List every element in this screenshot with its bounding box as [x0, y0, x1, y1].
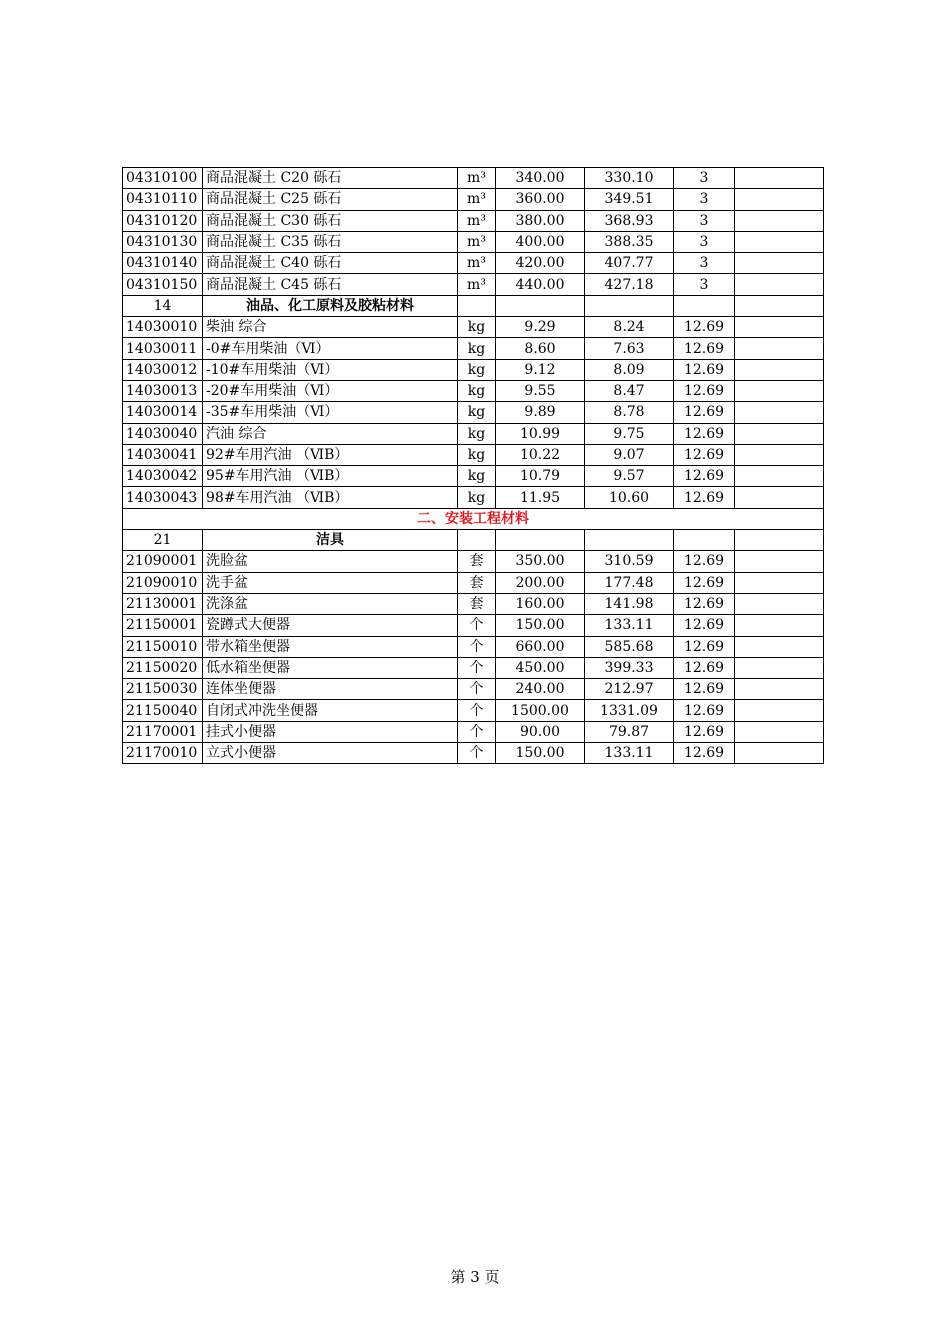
table-row [123, 444, 824, 465]
item-note [735, 743, 824, 764]
item-note [735, 700, 824, 721]
item-price-incl-tax: 360.00 [496, 189, 585, 210]
empty-cell [735, 295, 824, 316]
item-price-excl-tax: 368.93 [585, 210, 674, 231]
item-tax-rate: 12.69 [674, 444, 735, 465]
empty-cell [674, 295, 735, 316]
item-code: 14030042 [123, 466, 203, 487]
table-row [123, 466, 824, 487]
item-price-excl-tax: 1331.09 [585, 700, 674, 721]
item-code: 14030040 [123, 423, 203, 444]
item-note [735, 615, 824, 636]
item-unit: kg [458, 359, 496, 380]
item-code: 14030043 [123, 487, 203, 508]
item-tax-rate: 3 [674, 253, 735, 274]
item-name: 商品混凝土 C35 砾石 [203, 231, 458, 252]
item-price-excl-tax: 8.47 [585, 380, 674, 401]
item-unit: kg [458, 466, 496, 487]
item-code: 14030011 [123, 338, 203, 359]
empty-cell [585, 530, 674, 551]
table-row [123, 572, 824, 593]
item-unit: m³ [458, 253, 496, 274]
item-price-incl-tax: 9.55 [496, 380, 585, 401]
item-price-incl-tax: 380.00 [496, 210, 585, 231]
item-price-incl-tax: 200.00 [496, 572, 585, 593]
item-price-excl-tax: 8.09 [585, 359, 674, 380]
item-tax-rate: 3 [674, 210, 735, 231]
item-code: 21150020 [123, 657, 203, 678]
table-row [123, 189, 824, 210]
item-name: 98#车用汽油 （ⅥB） [203, 487, 458, 508]
item-code: 21090010 [123, 572, 203, 593]
item-note [735, 572, 824, 593]
item-name: 带水箱坐便器 [203, 636, 458, 657]
item-note [735, 274, 824, 295]
item-price-excl-tax: 427.18 [585, 274, 674, 295]
item-tax-rate: 12.69 [674, 423, 735, 444]
item-code: 21150030 [123, 679, 203, 700]
item-tax-rate: 3 [674, 189, 735, 210]
item-price-excl-tax: 399.33 [585, 657, 674, 678]
item-price-excl-tax: 133.11 [585, 615, 674, 636]
item-name: 洗涤盆 [203, 593, 458, 614]
item-price-excl-tax: 9.75 [585, 423, 674, 444]
item-price-incl-tax: 240.00 [496, 679, 585, 700]
item-unit: 个 [458, 615, 496, 636]
table-row [123, 210, 824, 231]
table-row [123, 743, 824, 764]
table-row [123, 359, 824, 380]
item-price-excl-tax: 177.48 [585, 572, 674, 593]
table-row [123, 168, 824, 189]
item-name: 商品混凝土 C45 砾石 [203, 274, 458, 295]
item-name: 商品混凝土 C25 砾石 [203, 189, 458, 210]
item-name: 洗手盆 [203, 572, 458, 593]
item-price-incl-tax: 400.00 [496, 231, 585, 252]
table-row [123, 338, 824, 359]
item-unit: m³ [458, 189, 496, 210]
item-name: 自闭式冲洗坐便器 [203, 700, 458, 721]
item-tax-rate: 12.69 [674, 359, 735, 380]
item-name: 商品混凝土 C20 砾石 [203, 168, 458, 189]
item-tax-rate: 3 [674, 231, 735, 252]
item-price-excl-tax: 141.98 [585, 593, 674, 614]
item-code: 04310100 [123, 168, 203, 189]
item-tax-rate: 12.69 [674, 700, 735, 721]
item-name: 92#车用汽油 （ⅥB） [203, 444, 458, 465]
item-price-excl-tax: 79.87 [585, 721, 674, 742]
item-price-incl-tax: 440.00 [496, 274, 585, 295]
item-code: 14030012 [123, 359, 203, 380]
item-name: -0#车用柴油（Ⅵ） [203, 338, 458, 359]
table-row [123, 231, 824, 252]
table-row [123, 380, 824, 401]
table-row [123, 317, 824, 338]
item-note [735, 317, 824, 338]
item-code: 14030013 [123, 380, 203, 401]
item-unit: 个 [458, 636, 496, 657]
category-row [123, 530, 824, 551]
item-price-excl-tax: 330.10 [585, 168, 674, 189]
item-tax-rate: 12.69 [674, 679, 735, 700]
item-note [735, 380, 824, 401]
item-price-incl-tax: 9.89 [496, 402, 585, 423]
item-tax-rate: 12.69 [674, 466, 735, 487]
item-note [735, 721, 824, 742]
item-unit: 个 [458, 743, 496, 764]
item-code: 21130001 [123, 593, 203, 614]
table-row [123, 487, 824, 508]
item-note [735, 466, 824, 487]
item-name: 商品混凝土 C40 砾石 [203, 253, 458, 274]
item-tax-rate: 12.69 [674, 551, 735, 572]
item-name: 洗脸盆 [203, 551, 458, 572]
item-price-incl-tax: 450.00 [496, 657, 585, 678]
item-name: 汽油 综合 [203, 423, 458, 444]
item-price-incl-tax: 340.00 [496, 168, 585, 189]
item-note [735, 679, 824, 700]
item-note [735, 636, 824, 657]
item-tax-rate: 3 [674, 168, 735, 189]
item-note [735, 487, 824, 508]
item-price-incl-tax: 10.99 [496, 423, 585, 444]
item-price-incl-tax: 8.60 [496, 338, 585, 359]
item-price-incl-tax: 660.00 [496, 636, 585, 657]
item-price-incl-tax: 9.12 [496, 359, 585, 380]
item-price-excl-tax: 7.63 [585, 338, 674, 359]
item-code: 04310110 [123, 189, 203, 210]
item-tax-rate: 12.69 [674, 743, 735, 764]
table-row [123, 657, 824, 678]
item-tax-rate: 12.69 [674, 615, 735, 636]
empty-cell [496, 530, 585, 551]
item-code: 14030014 [123, 402, 203, 423]
page-number: 第 3 页 [450, 1268, 500, 1286]
item-code: 21090001 [123, 551, 203, 572]
item-code: 21170001 [123, 721, 203, 742]
item-tax-rate: 12.69 [674, 402, 735, 423]
empty-cell [458, 295, 496, 316]
item-code: 14030010 [123, 317, 203, 338]
item-name: 连体坐便器 [203, 679, 458, 700]
item-code: 04310150 [123, 274, 203, 295]
item-name: -10#车用柴油（Ⅵ） [203, 359, 458, 380]
item-price-incl-tax: 90.00 [496, 721, 585, 742]
empty-cell [735, 530, 824, 551]
item-tax-rate: 12.69 [674, 380, 735, 401]
item-code: 04310120 [123, 210, 203, 231]
item-price-excl-tax: 133.11 [585, 743, 674, 764]
item-unit: 个 [458, 721, 496, 742]
table-row [123, 679, 824, 700]
section-row [123, 508, 824, 529]
item-price-excl-tax: 388.35 [585, 231, 674, 252]
item-price-incl-tax: 1500.00 [496, 700, 585, 721]
category-code: 14 [123, 295, 203, 316]
item-note [735, 402, 824, 423]
item-price-incl-tax: 150.00 [496, 615, 585, 636]
item-price-excl-tax: 9.57 [585, 466, 674, 487]
item-name: 瓷蹲式大便器 [203, 615, 458, 636]
item-unit: m³ [458, 231, 496, 252]
item-code: 21150010 [123, 636, 203, 657]
item-unit: kg [458, 402, 496, 423]
item-code: 14030041 [123, 444, 203, 465]
item-price-excl-tax: 349.51 [585, 189, 674, 210]
item-unit: kg [458, 380, 496, 401]
empty-cell [585, 295, 674, 316]
table-row [123, 423, 824, 444]
item-name: 95#车用汽油 （ⅥB） [203, 466, 458, 487]
table-body [123, 168, 824, 764]
item-price-incl-tax: 10.22 [496, 444, 585, 465]
item-price-incl-tax: 11.95 [496, 487, 585, 508]
item-note [735, 551, 824, 572]
table-row [123, 636, 824, 657]
item-unit: kg [458, 317, 496, 338]
table-row [123, 274, 824, 295]
item-tax-rate: 12.69 [674, 487, 735, 508]
item-unit: 个 [458, 657, 496, 678]
item-tax-rate: 12.69 [674, 657, 735, 678]
item-note [735, 338, 824, 359]
empty-cell [674, 530, 735, 551]
item-name: -35#车用柴油（Ⅵ） [203, 402, 458, 423]
item-tax-rate: 12.69 [674, 572, 735, 593]
item-unit: 套 [458, 593, 496, 614]
item-price-excl-tax: 9.07 [585, 444, 674, 465]
item-unit: m³ [458, 210, 496, 231]
item-unit: m³ [458, 274, 496, 295]
item-price-incl-tax: 160.00 [496, 593, 585, 614]
table-row [123, 615, 824, 636]
table-row [123, 700, 824, 721]
empty-cell [458, 530, 496, 551]
section-title: 二、安装工程材料 [123, 508, 824, 529]
item-name: 商品混凝土 C30 砾石 [203, 210, 458, 231]
category-code: 21 [123, 530, 203, 551]
item-unit: 套 [458, 572, 496, 593]
table-row [123, 253, 824, 274]
item-price-excl-tax: 212.97 [585, 679, 674, 700]
item-name: 柴油 综合 [203, 317, 458, 338]
item-note [735, 359, 824, 380]
item-unit: kg [458, 423, 496, 444]
item-unit: kg [458, 487, 496, 508]
item-name: 立式小便器 [203, 743, 458, 764]
item-code: 04310140 [123, 253, 203, 274]
item-price-excl-tax: 407.77 [585, 253, 674, 274]
empty-cell [496, 295, 585, 316]
item-note [735, 657, 824, 678]
item-code: 21150001 [123, 615, 203, 636]
item-note [735, 189, 824, 210]
item-note [735, 210, 824, 231]
table-row [123, 593, 824, 614]
item-price-incl-tax: 9.29 [496, 317, 585, 338]
item-code: 21150040 [123, 700, 203, 721]
item-note [735, 593, 824, 614]
item-unit: 套 [458, 551, 496, 572]
item-note [735, 168, 824, 189]
item-code: 04310130 [123, 231, 203, 252]
category-row [123, 295, 824, 316]
table-row [123, 402, 824, 423]
item-note [735, 444, 824, 465]
item-unit: kg [458, 338, 496, 359]
item-unit: 个 [458, 700, 496, 721]
table-row [123, 551, 824, 572]
item-price-excl-tax: 10.60 [585, 487, 674, 508]
item-tax-rate: 12.69 [674, 593, 735, 614]
item-unit: m³ [458, 168, 496, 189]
item-price-incl-tax: 150.00 [496, 743, 585, 764]
item-note [735, 423, 824, 444]
material-price-table [122, 167, 824, 764]
item-code: 21170010 [123, 743, 203, 764]
item-price-incl-tax: 350.00 [496, 551, 585, 572]
item-price-excl-tax: 585.68 [585, 636, 674, 657]
item-note [735, 231, 824, 252]
item-price-excl-tax: 8.78 [585, 402, 674, 423]
item-price-excl-tax: 310.59 [585, 551, 674, 572]
item-unit: kg [458, 444, 496, 465]
item-name: 低水箱坐便器 [203, 657, 458, 678]
item-note [735, 253, 824, 274]
item-tax-rate: 12.69 [674, 721, 735, 742]
item-tax-rate: 12.69 [674, 338, 735, 359]
item-tax-rate: 12.69 [674, 317, 735, 338]
item-tax-rate: 3 [674, 274, 735, 295]
item-tax-rate: 12.69 [674, 636, 735, 657]
item-name: -20#车用柴油（Ⅵ） [203, 380, 458, 401]
table-row [123, 721, 824, 742]
item-price-incl-tax: 420.00 [496, 253, 585, 274]
item-unit: 个 [458, 679, 496, 700]
item-price-excl-tax: 8.24 [585, 317, 674, 338]
category-name: 油品、化工原料及胶粘材料 [203, 295, 458, 316]
category-name: 洁具 [203, 530, 458, 551]
item-price-incl-tax: 10.79 [496, 466, 585, 487]
item-name: 挂式小便器 [203, 721, 458, 742]
